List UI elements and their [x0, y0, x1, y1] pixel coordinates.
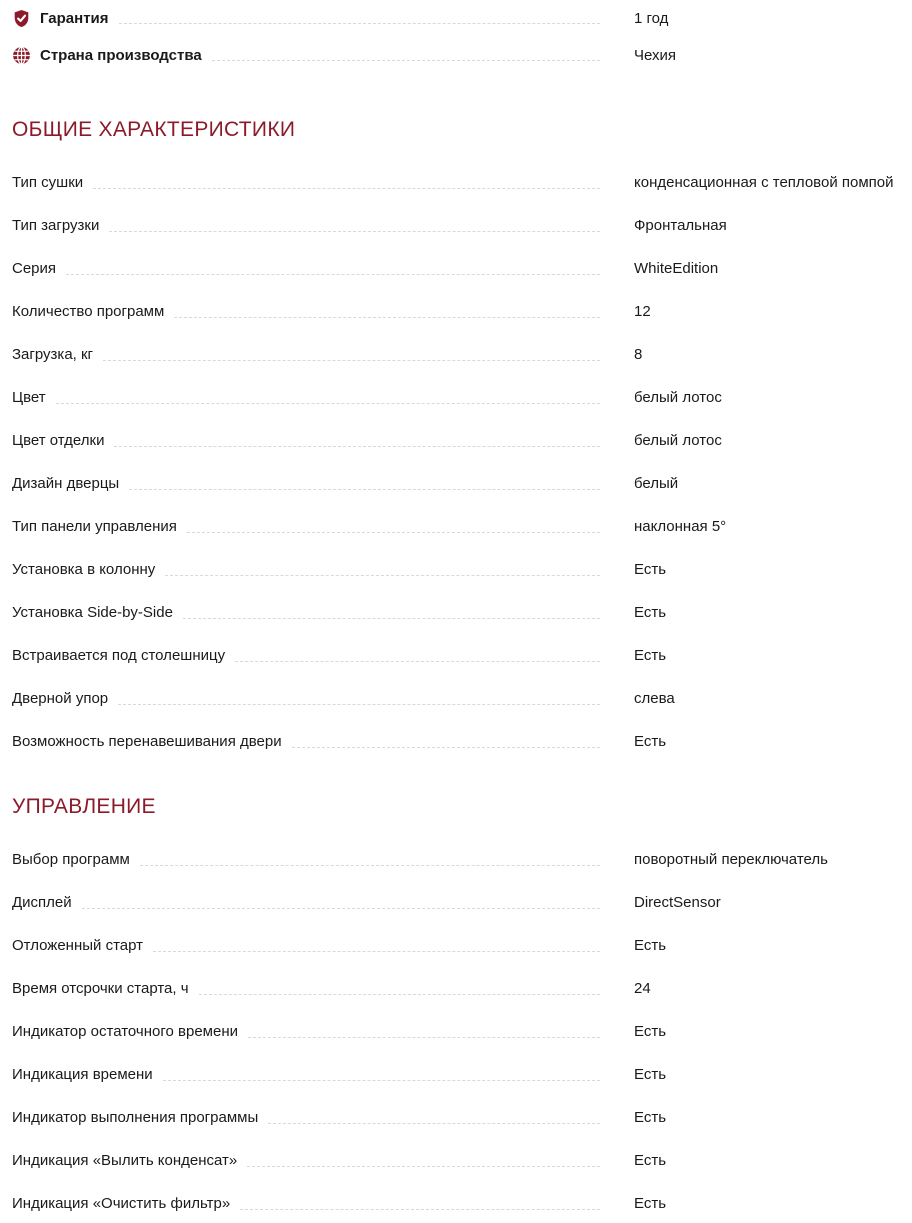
- highlight-label: Страна производства: [40, 46, 202, 64]
- warranty-row: [12, 0, 910, 37]
- spec-row: [12, 604, 910, 622]
- spec-label: Цвет отделки: [12, 432, 105, 449]
- spec-value: Есть: [634, 937, 667, 954]
- spec-label: Количество программ: [12, 303, 165, 320]
- spec-label: Дизайн дверцы: [12, 475, 120, 492]
- spec-label: Дверной упор: [12, 690, 109, 707]
- spec-label: Индикатор выполнения программы: [12, 1109, 259, 1126]
- dotted-leader: [183, 618, 600, 619]
- spec-value: Есть: [634, 604, 667, 621]
- dotted-leader: [103, 360, 600, 361]
- dotted-leader: [240, 1209, 600, 1210]
- spec-label: Установка в колонну: [12, 561, 156, 578]
- spec-label: Время отсрочки старта, ч: [12, 980, 189, 997]
- spec-row: [12, 303, 910, 321]
- spec-value: Есть: [634, 561, 667, 578]
- spec-row: [12, 346, 910, 364]
- spec-value: Есть: [634, 1152, 667, 1169]
- spec-row: [12, 1109, 910, 1127]
- spec-value: Есть: [634, 733, 667, 750]
- highlight-label: Гарантия: [40, 9, 109, 27]
- dotted-leader: [187, 532, 600, 533]
- dotted-leader: [292, 747, 600, 748]
- spec-label: Индикатор остаточного времени: [12, 1023, 238, 1040]
- spec-row: [12, 937, 910, 955]
- dotted-leader: [56, 403, 600, 404]
- spec-value: белый лотос: [634, 389, 722, 406]
- spec-row: [12, 174, 910, 192]
- dotted-leader: [93, 188, 600, 189]
- spec-value: Есть: [634, 1023, 667, 1040]
- spec-row: [12, 260, 910, 278]
- spec-row: [12, 647, 910, 665]
- country-row: [12, 37, 910, 74]
- dotted-leader: [114, 446, 600, 447]
- spec-label: Цвет: [12, 389, 46, 406]
- spec-value: Есть: [634, 1109, 667, 1126]
- dotted-leader: [140, 865, 600, 866]
- spec-row: [12, 1195, 910, 1213]
- spec-row: [12, 980, 910, 998]
- spec-value: Фронтальная: [634, 217, 727, 234]
- dotted-leader: [174, 317, 600, 318]
- spec-value: белый лотос: [634, 432, 722, 449]
- spec-row: [12, 1152, 910, 1170]
- dotted-leader: [235, 661, 600, 662]
- dotted-leader: [163, 1080, 600, 1081]
- spec-label: Индикация «Вылить конденсат»: [12, 1152, 238, 1169]
- highlight-value: Чехия: [634, 46, 677, 64]
- spec-label: Серия: [12, 260, 57, 277]
- spec-value: поворотный переключатель: [634, 851, 828, 868]
- spec-label: Возможность перенавешивания двери: [12, 733, 282, 750]
- dotted-leader: [82, 908, 600, 909]
- spec-value: слева: [634, 690, 675, 707]
- dotted-leader: [109, 231, 600, 232]
- spec-label: Встраивается под столешницу: [12, 647, 226, 664]
- spec-value: 12: [634, 303, 651, 320]
- dotted-leader: [118, 704, 600, 705]
- globe-icon: [12, 46, 31, 65]
- spec-row: [12, 475, 910, 493]
- spec-row: [12, 389, 910, 407]
- spec-row: [12, 733, 910, 751]
- spec-label: Отложенный старт: [12, 937, 144, 954]
- spec-label: Тип панели управления: [12, 518, 177, 535]
- spec-label: Дисплей: [12, 894, 72, 911]
- dotted-leader: [268, 1123, 600, 1124]
- spec-row: [12, 561, 910, 579]
- dotted-leader: [119, 23, 600, 24]
- spec-label: Индикация «Очистить фильтр»: [12, 1195, 231, 1212]
- spec-row: [12, 894, 910, 912]
- dotted-leader: [199, 994, 600, 995]
- spec-value: 24: [634, 980, 651, 997]
- spec-row: [12, 432, 910, 450]
- dotted-leader: [248, 1037, 600, 1038]
- highlight-value: 1 год: [634, 9, 669, 27]
- spec-row: [12, 518, 910, 536]
- dotted-leader: [165, 575, 600, 576]
- spec-value: Есть: [634, 1066, 667, 1083]
- spec-row: [12, 217, 910, 235]
- spec-label: Индикация времени: [12, 1066, 153, 1083]
- dotted-leader: [212, 60, 600, 61]
- section-title-general: ОБЩИЕ ХАРАКТЕРИСТИКИ: [12, 118, 296, 141]
- dotted-leader: [66, 274, 600, 275]
- spec-label: Тип сушки: [12, 174, 84, 191]
- spec-label: Выбор программ: [12, 851, 130, 868]
- spec-value: 8: [634, 346, 643, 363]
- spec-row: [12, 690, 910, 708]
- spec-label: Установка Side-by-Side: [12, 604, 173, 621]
- spec-value: Есть: [634, 1195, 667, 1212]
- spec-value: Есть: [634, 647, 667, 664]
- spec-value: белый: [634, 475, 679, 492]
- spec-row: [12, 1066, 910, 1084]
- spec-row: [12, 851, 910, 869]
- spec-value: WhiteEdition: [634, 260, 719, 277]
- shield-check-icon: [12, 9, 31, 28]
- spec-label: Загрузка, кг: [12, 346, 94, 363]
- spec-value: конденсационная с тепловой помпой: [634, 174, 894, 191]
- dotted-leader: [129, 489, 600, 490]
- spec-value: наклонная 5°: [634, 518, 727, 535]
- spec-value: DirectSensor: [634, 894, 721, 911]
- dotted-leader: [153, 951, 600, 952]
- dotted-leader: [247, 1166, 600, 1167]
- section-title-controls: УПРАВЛЕНИЕ: [12, 795, 156, 818]
- spec-row: [12, 1023, 910, 1041]
- spec-label: Тип загрузки: [12, 217, 100, 234]
